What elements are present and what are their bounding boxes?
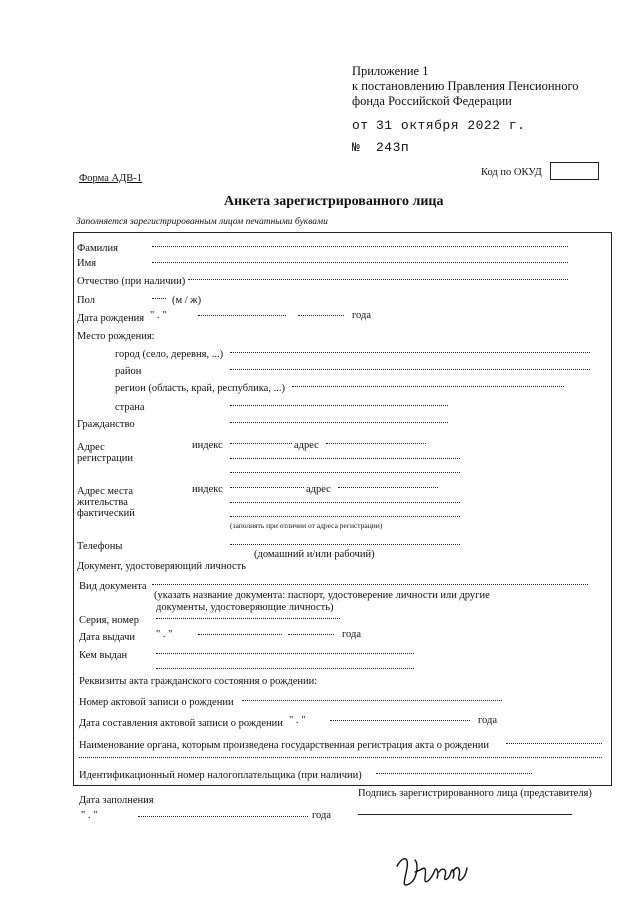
act-org-label: Наименование органа, которым произведена государственная регистрация акта о рождении bbox=[79, 740, 489, 751]
citizenship-field[interactable] bbox=[230, 416, 448, 423]
surname-label: Фамилия bbox=[77, 243, 118, 254]
inn-field[interactable] bbox=[376, 767, 532, 774]
sex-hint: (м / ж) bbox=[172, 295, 202, 306]
appendix-line3: фонда Российской Федерации bbox=[352, 94, 512, 108]
name-label: Имя bbox=[77, 258, 97, 269]
district-field[interactable] bbox=[230, 363, 590, 370]
issued-by-field-2[interactable] bbox=[156, 662, 414, 669]
handwritten-signature bbox=[393, 850, 473, 892]
live-address-note: (заполнять при отличии от адреса регистрации) bbox=[230, 521, 383, 530]
dob-year-word: года bbox=[352, 310, 371, 321]
act-org-field-2[interactable] bbox=[79, 751, 602, 758]
civil-act-label: Реквизиты акта гражданского состояния о рождении: bbox=[79, 676, 318, 687]
reg-address-field-1[interactable] bbox=[326, 437, 426, 444]
form-subtitle: Заполняется зарегистрированным лицом печатными буквами bbox=[76, 217, 328, 227]
decree-date: 31 октября 2022 г. bbox=[376, 118, 526, 133]
live-address-field-1[interactable] bbox=[338, 481, 438, 488]
live-index-label: индекс bbox=[192, 484, 223, 495]
district-label: район bbox=[115, 366, 142, 377]
issued-by-field-1[interactable] bbox=[156, 647, 414, 654]
id-doc-label: Документ, удостоверяющий личность bbox=[77, 561, 246, 572]
region-label: регион (область, край, республика, ...) bbox=[115, 383, 285, 394]
fill-day-field[interactable]: " . " bbox=[81, 810, 98, 821]
citizenship-label: Гражданство bbox=[77, 419, 135, 430]
live-address-label-3: фактический bbox=[77, 508, 135, 519]
dob-day-month[interactable]: " . " bbox=[150, 310, 167, 321]
appendix-title: Приложение 1 bbox=[352, 64, 429, 78]
phones-label: Телефоны bbox=[77, 541, 123, 552]
live-address-word: адрес bbox=[306, 484, 331, 495]
act-number-label: Номер актовой записи о рождении bbox=[79, 697, 234, 708]
sex-field[interactable] bbox=[152, 292, 166, 299]
issue-day-field[interactable]: " . " bbox=[156, 629, 173, 640]
act-date-label: Дата составления актовой записи о рождении bbox=[79, 718, 283, 729]
reg-address-label-1: Адрес bbox=[77, 442, 105, 453]
signature-label: Подпись зарегистрированного лица (представителя) bbox=[358, 788, 592, 799]
patronymic-field[interactable] bbox=[188, 273, 568, 280]
reg-address-field-2[interactable] bbox=[230, 452, 460, 459]
issued-by-label: Кем выдан bbox=[79, 650, 128, 661]
live-address-field-2[interactable] bbox=[230, 496, 460, 503]
country-label: страна bbox=[115, 402, 145, 413]
decree-number: 243п bbox=[376, 140, 410, 155]
series-number-label: Серия, номер bbox=[79, 615, 139, 626]
dob-label: Дата рождения bbox=[77, 313, 145, 324]
fill-year-word: года bbox=[312, 810, 331, 821]
signature-line[interactable] bbox=[358, 814, 572, 815]
reg-address-word: адрес bbox=[294, 440, 319, 451]
sex-label: Пол bbox=[77, 295, 95, 306]
inn-label: Идентификационный номер налогоплательщика (при наличии) bbox=[79, 770, 362, 781]
act-month-year-field[interactable] bbox=[330, 714, 470, 721]
decree-date-prefix: от bbox=[352, 118, 369, 133]
dob-month-field[interactable] bbox=[198, 309, 286, 316]
reg-address-label-2: регистрации bbox=[77, 453, 133, 464]
live-index-field[interactable] bbox=[230, 481, 304, 488]
appendix-line2: к постановлению Правления Пенсионного bbox=[352, 79, 579, 93]
city-field[interactable] bbox=[230, 346, 590, 353]
surname-field[interactable] bbox=[152, 240, 568, 247]
act-day-field[interactable]: " . " bbox=[289, 715, 306, 726]
act-org-field-1[interactable] bbox=[506, 737, 602, 744]
issue-date-label: Дата выдачи bbox=[79, 632, 136, 643]
issue-month-field[interactable] bbox=[198, 628, 282, 635]
phones-field[interactable] bbox=[230, 538, 460, 545]
act-number-field[interactable] bbox=[242, 694, 502, 701]
okud-box[interactable] bbox=[550, 162, 599, 180]
okud-label: Код по ОКУД bbox=[481, 167, 542, 178]
patronymic-label: Отчество (при наличии) bbox=[77, 276, 186, 287]
fill-month-year-field[interactable] bbox=[138, 810, 308, 817]
phones-hint: (домашний и/или рабочий) bbox=[254, 549, 375, 560]
reg-index-field[interactable] bbox=[230, 437, 292, 444]
doc-type-hint-1: (указать название документа: паспорт, удостоверение личности или другие bbox=[154, 590, 490, 601]
form-title: Анкета зарегистрированного лица bbox=[224, 194, 444, 209]
form-code: Форма АДВ-1 bbox=[79, 173, 142, 184]
dob-year-field[interactable] bbox=[298, 309, 344, 316]
live-address-label-1: Адрес места bbox=[77, 486, 133, 497]
city-label: город (село, деревня, ...) bbox=[115, 349, 224, 360]
region-field[interactable] bbox=[292, 380, 564, 387]
fill-date-label: Дата заполнения bbox=[79, 795, 154, 806]
birthplace-label: Место рождения: bbox=[77, 331, 155, 342]
doc-type-label: Вид документа bbox=[79, 581, 147, 592]
decree-number-prefix: № bbox=[352, 140, 361, 155]
issue-year-word: года bbox=[342, 629, 361, 640]
reg-index-label: индекс bbox=[192, 440, 223, 451]
signature-stroke bbox=[397, 859, 467, 885]
name-field[interactable] bbox=[152, 256, 568, 263]
doc-type-field[interactable] bbox=[152, 578, 588, 585]
act-year-word: года bbox=[478, 715, 497, 726]
doc-type-hint-2: документы, удостоверяющие личность) bbox=[156, 602, 334, 613]
live-address-label-2: жительства bbox=[77, 497, 128, 508]
country-field[interactable] bbox=[230, 399, 448, 406]
issue-year-field[interactable] bbox=[288, 628, 334, 635]
reg-address-field-3[interactable] bbox=[230, 466, 460, 473]
live-address-field-3[interactable] bbox=[230, 510, 460, 517]
series-number-field[interactable] bbox=[156, 612, 340, 619]
